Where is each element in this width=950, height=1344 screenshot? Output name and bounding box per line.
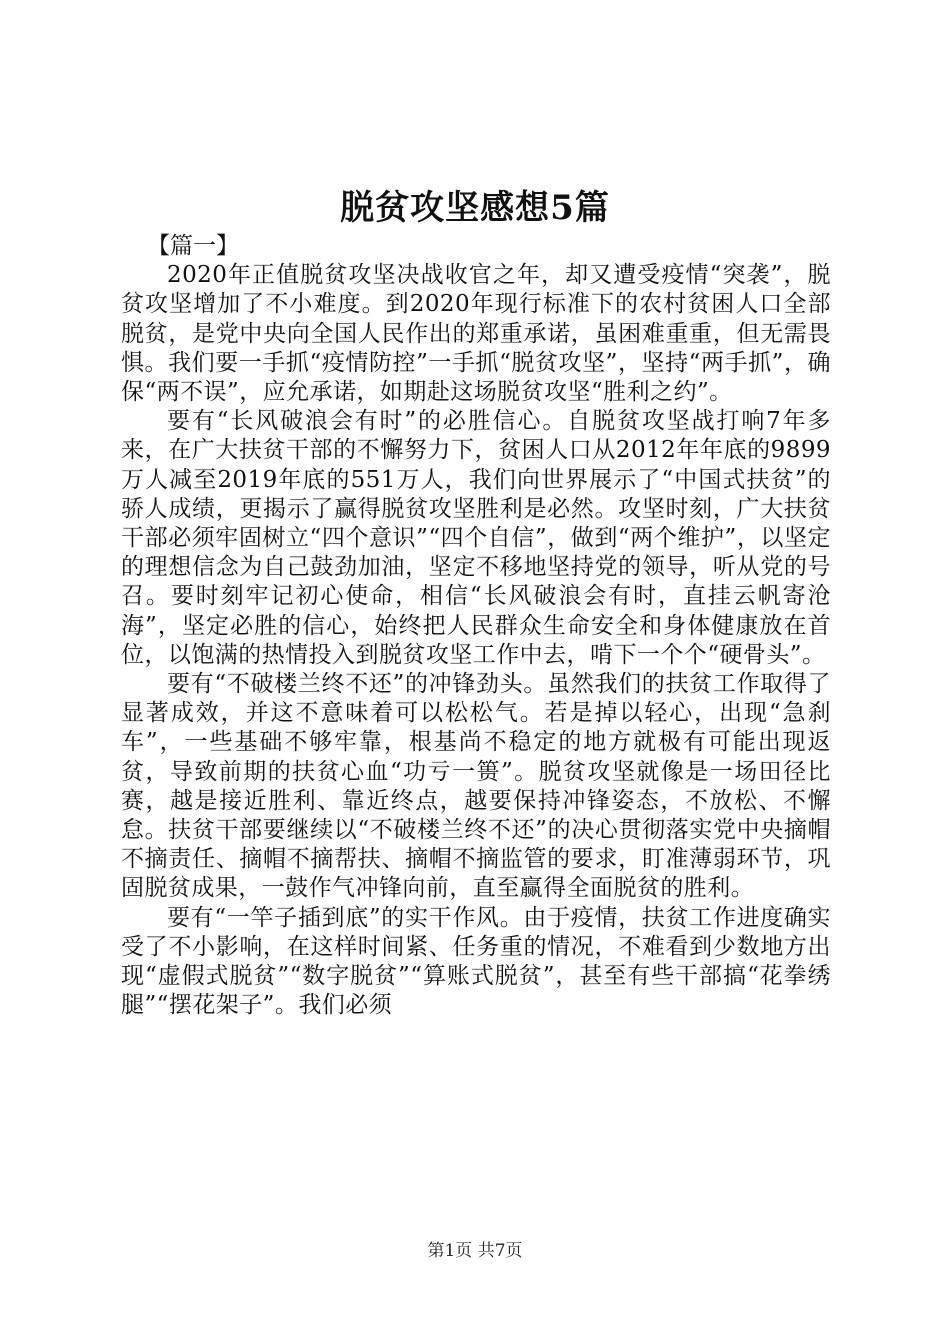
- paragraph-1: 2020年正值脱贫攻坚决战收官之年，却又遭受疫情“突袭”，脱贫攻坚增加了不小难度。到2020年现行标准下的农村贫困人口全部脱贫，是党中央向全国人民作出的郑重承诺，虽困难重重，但无需畏惧。我们要一手抓“疫情防控”一手抓“脱贫攻坚”，坚持“两手抓”，确保“两不误”，应允承诺，如期赴这场脱贫攻坚“胜利之约”。: [121, 262, 831, 406]
- paragraph-2: 要有“长风破浪会有时”的必胜信心。自脱贫攻坚战打响7年多来，在广大扶贫干部的不懈努力下，贫困人口从2012年年底的9899万人减至2019年底的551万人，我们向世界展示了“中国式扶贫”的骄人成绩，更揭示了赢得脱贫攻坚胜利是必然。攻坚时刻，广大扶贫干部必须牢固树立“四个意识”“四个自信”，做到“两个维护”，以坚定的理想信念为自己鼓劲加油，坚定不移地坚持党的领导，听从党的号召。要时刻牢记初心使命，相信“长风破浪会有时，直挂云帆寄沧海”，坚定必胜的信心，始终把人民群众生命安全和身体健康放在首位，以饱满的热情投入到脱贫攻坚工作中去，啃下一个个“硬骨头”。: [121, 408, 831, 668]
- page-footer: 第1页 共7页: [427, 1241, 523, 1261]
- section-heading: 【篇一】: [147, 233, 239, 259]
- document-body: [121, 232, 831, 1020]
- paragraph-3: 要有“不破楼兰终不还”的冲锋劲头。虽然我们的扶贫工作取得了显著成效，并这不意味着可以松松气。若是掉以轻心，出现“急刹车”，一些基础不够牢靠，根基尚不稳定的地方就极有可能出现返贫，导致前期的扶贫心血“功亏一篑”。脱贫攻坚就像是一场田径比赛，越是接近胜利、靠近终点，越要保持冲锋姿态，不放松、不懈怠。扶贫干部要继续以“不破楼兰终不还”的决心贯彻落实党中央摘帽不摘责任、摘帽不摘帮扶、摘帽不摘监管的要求，盯准薄弱环节，巩固脱贫成果，一鼓作气冲锋向前，直至赢得全面脱贫的胜利。: [121, 671, 831, 902]
- paragraph-4: 要有“一竿子插到底”的实干作风。由于疫情，扶贫工作进度确实受了不小影响，在这样时间紧、任务重的情况，不难看到少数地方出现“虚假式脱贫”“数字脱贫”“算账式脱贫”，甚至有些干部搞“花拳绣腿”“摆花架子”。我们必须: [121, 904, 831, 1019]
- document-title: 脱贫攻坚感想5篇: [340, 188, 610, 228]
